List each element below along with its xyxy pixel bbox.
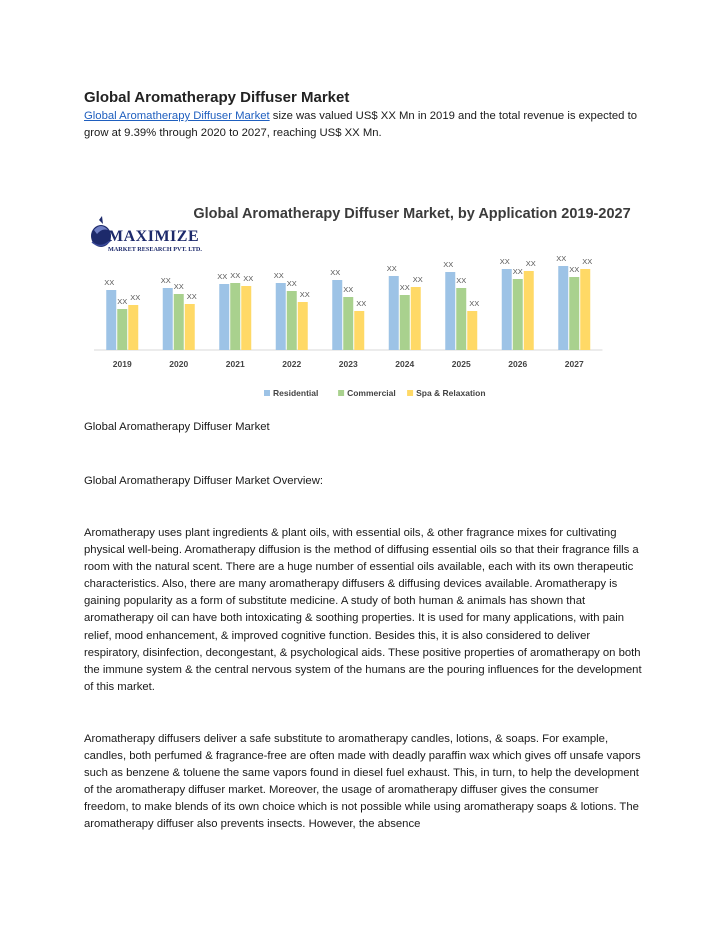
data-label: XX: [582, 257, 593, 266]
bar-spa-relaxation-2025: [467, 311, 477, 350]
data-label: XX: [469, 299, 480, 308]
bar-spa-relaxation-2023: [354, 311, 364, 350]
x-tick-label-2022: 2022: [282, 359, 302, 369]
bar-commercial-2022: [287, 291, 297, 350]
bar-spa-relaxation-2020: [185, 304, 195, 350]
bar-spa-relaxation-2024: [411, 287, 421, 350]
chart-figure: [82, 198, 642, 408]
data-label: XX: [556, 254, 567, 263]
x-tick-label-2027: 2027: [564, 359, 584, 369]
legend-label-commercial: Commercial: [347, 388, 396, 398]
bar-commercial-2026: [513, 279, 523, 350]
x-tick-label-2020: 2020: [169, 359, 189, 369]
data-label: XX: [160, 276, 171, 285]
x-tick-label-2023: 2023: [338, 359, 358, 369]
document-title: Global Aromatherapy Diffuser Market: [84, 89, 350, 106]
data-label: XX: [512, 267, 523, 276]
bar-commercial-2023: [343, 297, 353, 350]
bar-spa-relaxation-2026: [524, 271, 534, 350]
data-label: XX: [230, 271, 241, 280]
bar-residential-2027: [558, 266, 568, 350]
bar-spa-relaxation-2019: [128, 305, 138, 350]
logo-tagline: MARKET RESEARCH PVT. LTD.: [108, 246, 202, 253]
chart-title: Global Aromatherapy Diffuser Market, by Application 2019-2027: [193, 206, 631, 222]
x-tick-label-2025: 2025: [451, 359, 471, 369]
diffuser-paragraph: Aromatherapy diffusers deliver a safe substitute to aromatherapy candles, lotions, & soaps. For example, candles, both perfumed & fragrance-free are often made with deadly paraffin wax which gives off unsafe vapors such as benzene & toluene the same vapors found in diesel fuel exhaust. This, in turn, to help the development of the aromatherapy diffuser market. Moreover, the usage of aromatherapy diffuser gives the consumer freedom, to make blends of its own choice which is not possible while using aromatherapy soaps & lotions. The aromatherapy diffuser also prevents insects. However, the absence: [84, 733, 641, 831]
bar-commercial-2025: [456, 288, 466, 350]
data-label: XX: [330, 268, 341, 277]
data-label: XX: [130, 293, 141, 302]
data-label: XX: [569, 265, 580, 274]
data-label: XX: [104, 278, 115, 287]
x-tick-label-2021: 2021: [225, 359, 245, 369]
legend-label-spa-relaxation: Spa & Relaxation: [416, 388, 486, 398]
data-label: XX: [243, 274, 254, 283]
legend-swatch-commercial: [338, 390, 344, 396]
bar-residential-2023: [332, 280, 342, 350]
legend-label-residential: Residential: [273, 388, 319, 398]
bar-spa-relaxation-2021: [241, 286, 251, 350]
bar-residential-2025: [445, 272, 455, 350]
x-tick-label-2019: 2019: [112, 359, 132, 369]
bar-residential-2020: [163, 288, 173, 350]
data-label: XX: [443, 260, 454, 269]
bar-commercial-2019: [117, 309, 127, 350]
x-tick-label-2024: 2024: [395, 359, 415, 369]
x-tick-label-2026: 2026: [508, 359, 528, 369]
bar-residential-2024: [389, 276, 399, 350]
market-link[interactable]: Global Aromatherapy Diffuser Market: [84, 110, 270, 122]
bar-commercial-2027: [569, 277, 579, 350]
data-label: XX: [456, 276, 467, 285]
data-label: XX: [186, 292, 197, 301]
data-label: XX: [356, 299, 367, 308]
data-label: XX: [386, 264, 397, 273]
bar-chart: [82, 198, 642, 408]
bar-spa-relaxation-2027: [580, 269, 590, 350]
data-label: XX: [173, 282, 184, 291]
data-label: XX: [273, 271, 284, 280]
section-heading-market: Global Aromatherapy Diffuser Market: [84, 421, 270, 433]
legend-swatch-residential: [264, 390, 270, 396]
bar-residential-2019: [106, 290, 116, 350]
data-label: XX: [286, 279, 297, 288]
data-label: XX: [299, 290, 310, 299]
data-label: XX: [499, 257, 510, 266]
bar-residential-2026: [502, 269, 512, 350]
bar-residential-2022: [276, 283, 286, 350]
intro-text: size was valued US$ XX Mn in 2019 and the total revenue is expected to grow at 9.39% through 2020 to 2027, reaching US$ XX Mn.: [84, 110, 638, 139]
logo-name: MAXIMIZE: [108, 228, 200, 245]
data-label: XX: [343, 285, 354, 294]
data-label: XX: [117, 297, 128, 306]
data-label: XX: [217, 272, 228, 281]
data-label: XX: [412, 275, 423, 284]
bar-commercial-2024: [400, 295, 410, 350]
section-heading-overview: Global Aromatherapy Diffuser Market Overview:: [84, 475, 323, 487]
bar-commercial-2021: [230, 283, 240, 350]
intro-paragraph: [84, 108, 644, 142]
overview-paragraph: Aromatherapy uses plant ingredients & plant oils, with essential oils, & other fragrance mixes for cultivating physical well-being. Aromatherapy diffusion is the method of diffusing essential oils so that their fragrance fills a room with the natural scent. There are a huge number of essential oils available, each with its own therapeutic characteristics. Also, there are many aromatherapy diffusers & diffusing devices available. Aromatherapy is gaining popularity as a form of substitute medicine. A study of both human & animals has shown that aromatherapy oil can have both intoxicating & soothing properties. It is used for many applications, with pain relief, mood enhancement, & improved cognitive function. Besides this, it is also considered to deliver respiratory, disinfection, decongestant, & psychological aids. These positive properties of aromatherapy on both the immune system & the central nervous system of the humans are the pouring influences for the development of this market.: [84, 527, 642, 693]
data-label: XX: [399, 283, 410, 292]
bar-spa-relaxation-2022: [298, 302, 308, 350]
bar-commercial-2020: [174, 294, 184, 350]
legend-swatch-spa-relaxation: [407, 390, 413, 396]
bar-residential-2021: [219, 284, 229, 350]
data-label: XX: [525, 259, 536, 268]
